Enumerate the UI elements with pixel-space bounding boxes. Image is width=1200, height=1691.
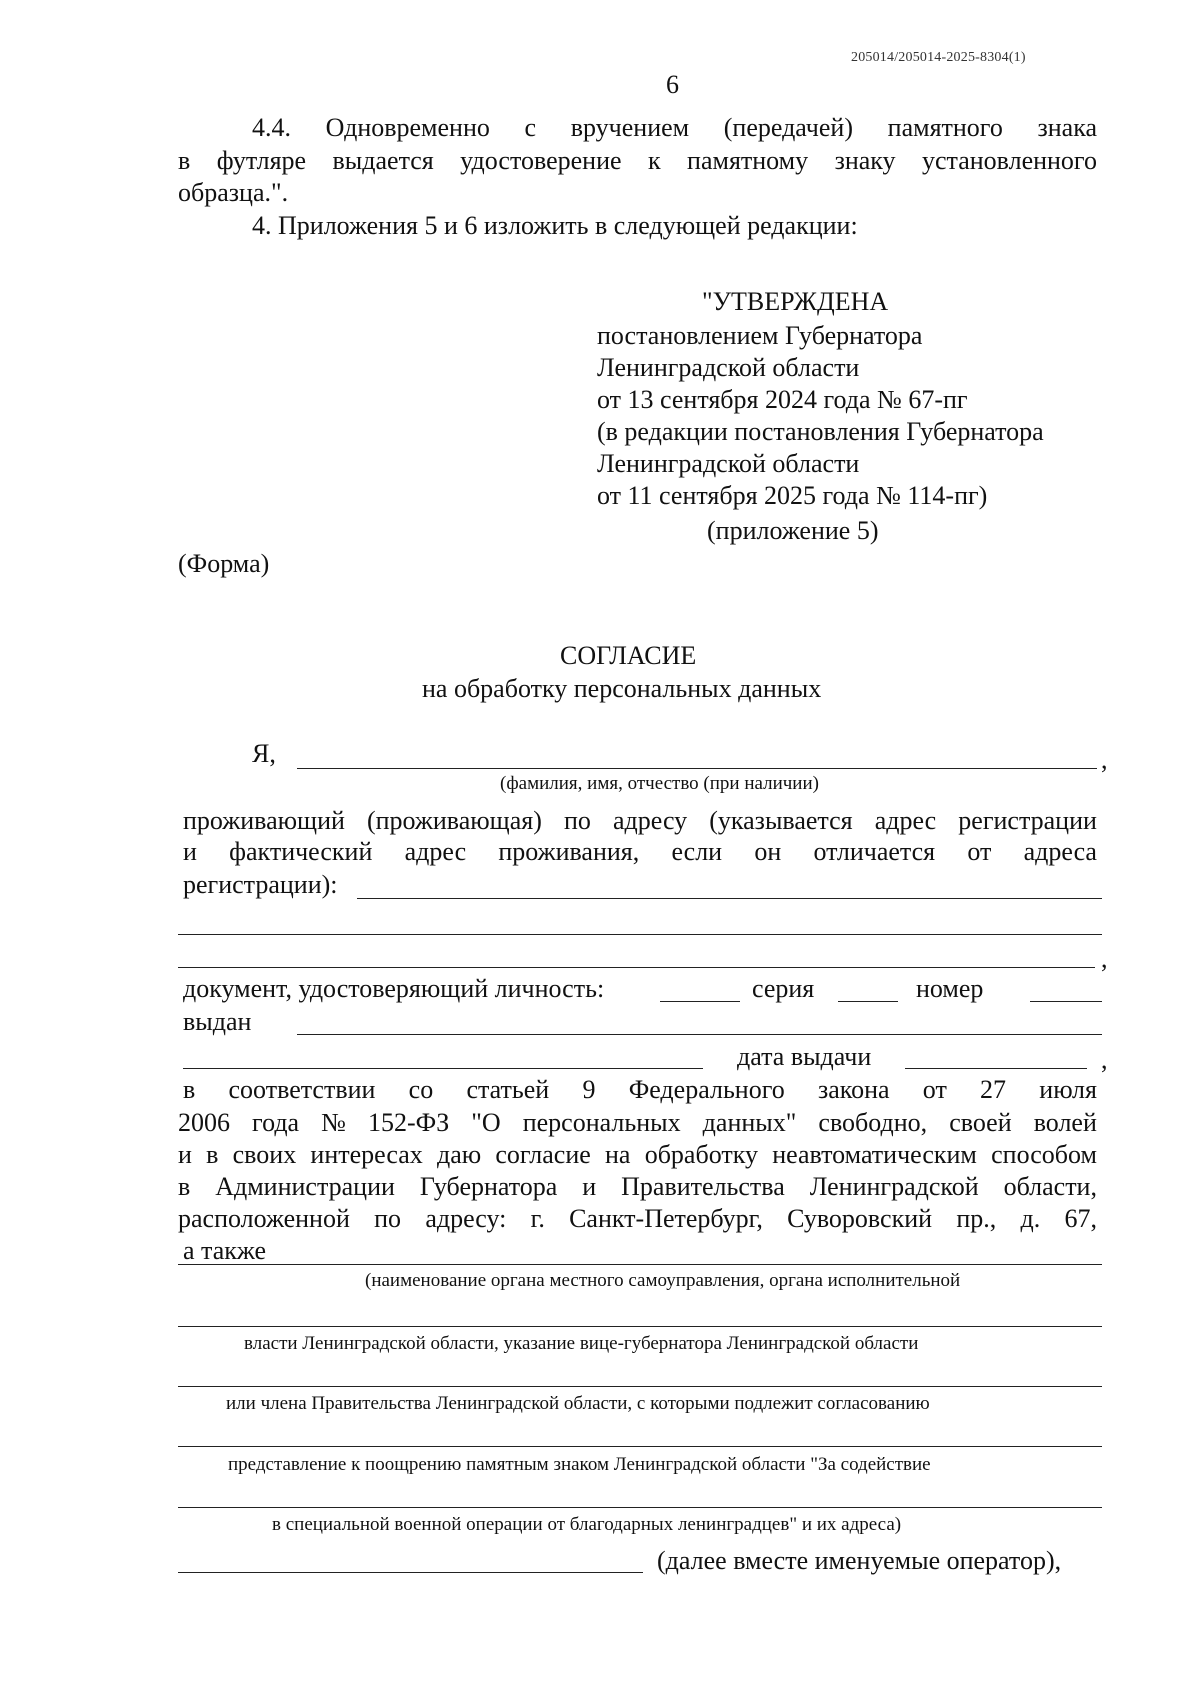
operator-caption-2: власти Ленинградской области, указание вице-губернатора Ленинградской области	[244, 1333, 919, 1354]
operator-caption-1: (наименование органа местного самоуправления, органа исполнительной	[365, 1270, 961, 1291]
word: Федерального	[628, 1075, 785, 1104]
consent-line2	[178, 1107, 1097, 1139]
word: адреса	[1023, 837, 1097, 866]
word: со	[408, 1075, 434, 1104]
word: если	[671, 837, 723, 866]
consent-line3	[178, 1139, 1097, 1171]
word: в	[178, 146, 191, 175]
word: д.	[1020, 1204, 1041, 1233]
also-label: а также	[183, 1236, 267, 1265]
issued-by-line-2[interactable]	[183, 1068, 703, 1069]
word: от	[967, 837, 992, 866]
word: своих	[232, 1140, 297, 1169]
consent-line5	[178, 1203, 1097, 1235]
address-field-line-2[interactable]	[178, 934, 1102, 935]
word: фактический	[229, 837, 373, 866]
para-4-4-line2	[178, 145, 1097, 177]
para-4-4-line1	[252, 112, 1097, 144]
form-label: (Форма)	[178, 549, 270, 578]
word: №	[321, 1108, 346, 1137]
operator-field-line-4[interactable]	[178, 1446, 1102, 1447]
word: обработку	[644, 1140, 758, 1169]
word: Санкт-Петербург,	[569, 1204, 763, 1233]
word: данных"	[702, 1108, 797, 1137]
word: (указывается	[709, 806, 853, 835]
address-line1	[183, 805, 1097, 837]
page-number: 6	[666, 70, 679, 99]
document-id: 205014/205014-2025-8304(1)	[851, 50, 1026, 65]
word: в	[183, 1075, 196, 1104]
operator-field-line-5[interactable]	[178, 1507, 1102, 1508]
number-field-line[interactable]	[1030, 1001, 1102, 1002]
word: он	[754, 837, 782, 866]
approval-block	[597, 320, 1044, 512]
word: "О	[471, 1108, 501, 1137]
word: неавтоматическим	[772, 1140, 977, 1169]
word: адрес	[404, 837, 467, 866]
word: 67,	[1064, 1204, 1097, 1233]
word: выдается	[332, 146, 434, 175]
word: Правительства	[621, 1172, 785, 1201]
issue-date-comma: ,	[1101, 1045, 1108, 1074]
word: и	[582, 1172, 597, 1201]
consent-line1	[183, 1074, 1097, 1106]
word: на	[605, 1140, 631, 1169]
word: 152-ФЗ	[368, 1108, 450, 1137]
address-line3: регистрации):	[183, 870, 338, 899]
approval-line: Ленинградской области	[597, 353, 860, 382]
word: памятного	[887, 113, 1003, 142]
word: пр.,	[956, 1204, 997, 1233]
issue-date-label: дата выдачи	[737, 1042, 872, 1071]
word: к	[647, 146, 661, 175]
word: интересах	[310, 1140, 423, 1169]
word: Одновременно	[325, 113, 490, 142]
word: адресу	[612, 806, 688, 835]
consent-line4	[178, 1171, 1097, 1203]
word: проживания,	[498, 837, 640, 866]
address-comma: ,	[1101, 944, 1108, 973]
word: (проживающая)	[366, 806, 542, 835]
operator-label: (далее вместе именуемые оператор),	[657, 1546, 1062, 1575]
issued-label: выдан	[183, 1007, 252, 1036]
operator-caption-3: или члена Правительства Ленинградской области, с которыми подлежит согласованию	[226, 1393, 930, 1414]
word: по	[563, 806, 591, 835]
operator-field-line-3[interactable]	[178, 1386, 1102, 1387]
approval-line: от 13 сентября 2024 года № 67-пг	[597, 385, 968, 414]
word: г.	[530, 1204, 545, 1233]
word: персональных	[522, 1108, 681, 1137]
word: области,	[1003, 1172, 1097, 1201]
para-4: 4. Приложения 5 и 6 изложить в следующей редакции:	[252, 211, 858, 240]
word: волей	[1033, 1108, 1097, 1137]
address-field-line-1[interactable]	[357, 898, 1102, 899]
operator-caption-5: в специальной военной операции от благодарных ленинградцев" и их адреса)	[272, 1514, 902, 1535]
word: установленного	[921, 146, 1097, 175]
word: адрес	[874, 806, 937, 835]
approval-line: от 11 сентября 2025 года № 114-пг)	[597, 481, 988, 510]
word: 2006	[178, 1108, 230, 1137]
word: расположенной	[178, 1204, 350, 1233]
consent-title: СОГЛАСИЕ	[560, 641, 697, 670]
approval-line: Ленинградской области	[597, 449, 860, 478]
name-field-line[interactable]	[297, 768, 1097, 769]
approval-line: постановлением Губернатора	[597, 321, 923, 350]
word: Суворовский	[787, 1204, 933, 1233]
issue-date-line[interactable]	[905, 1068, 1087, 1069]
word: Губернатора	[419, 1172, 558, 1201]
doc-label: документ, удостоверяющий личность:	[183, 974, 605, 1003]
word: от	[922, 1075, 947, 1104]
para-4-4-line3: образца.".	[178, 178, 289, 207]
series-field-line[interactable]	[838, 1001, 898, 1002]
doc-type-line[interactable]	[660, 1001, 740, 1002]
word: закона	[817, 1075, 890, 1104]
address-field-line-3[interactable]	[178, 967, 1095, 968]
word: даю	[436, 1140, 482, 1169]
word: свободно,	[818, 1108, 928, 1137]
series-label: серия	[752, 974, 815, 1003]
word: 4.4.	[252, 113, 291, 142]
word: футляре	[216, 146, 307, 175]
word: 9	[582, 1075, 596, 1104]
operator-field-line-6[interactable]	[178, 1572, 643, 1573]
word: удостоверение	[460, 146, 622, 175]
word: в	[206, 1140, 219, 1169]
word: Ленинградской	[809, 1172, 979, 1201]
word: знака	[1037, 113, 1097, 142]
word: регистрации	[958, 806, 1097, 835]
word: своей	[949, 1108, 1012, 1137]
name-comma: ,	[1101, 745, 1108, 774]
word: 27	[980, 1075, 1007, 1104]
word: отличается	[813, 837, 936, 866]
address-line2	[183, 836, 1097, 868]
word: (передачей)	[723, 113, 853, 142]
word: согласие	[495, 1140, 591, 1169]
consent-subtitle: на обработку персональных данных	[422, 674, 822, 703]
number-label: номер	[916, 974, 984, 1003]
word: года	[252, 1108, 300, 1137]
approval-appendix: (приложение 5)	[707, 516, 879, 545]
word: и	[178, 1140, 192, 1169]
word: и	[183, 837, 197, 866]
word: адресу:	[425, 1204, 507, 1233]
word: вручением	[570, 113, 690, 142]
word: с	[524, 113, 537, 142]
operator-field-line-2[interactable]	[178, 1326, 1102, 1327]
i-label: Я,	[252, 739, 276, 768]
operator-caption-4: представление к поощрению памятным знаком Ленинградской области "За содействие	[228, 1454, 931, 1475]
approval-title: "УТВЕРЖДЕНА	[702, 287, 889, 316]
word: знаку	[834, 146, 896, 175]
word: способом	[991, 1140, 1097, 1169]
approval-line: (в редакции постановления Губернатора	[597, 417, 1044, 446]
word: соответствии	[228, 1075, 376, 1104]
word: статьей	[466, 1075, 550, 1104]
word: проживающий	[183, 806, 345, 835]
operator-field-line-1[interactable]	[178, 1264, 1102, 1265]
word: по	[374, 1204, 402, 1233]
word: июля	[1039, 1075, 1097, 1104]
issued-by-line[interactable]	[297, 1034, 1102, 1035]
word: в	[178, 1172, 191, 1201]
word: Администрации	[215, 1172, 395, 1201]
name-caption: (фамилия, имя, отчество (при наличии)	[500, 773, 819, 794]
word: памятному	[687, 146, 809, 175]
